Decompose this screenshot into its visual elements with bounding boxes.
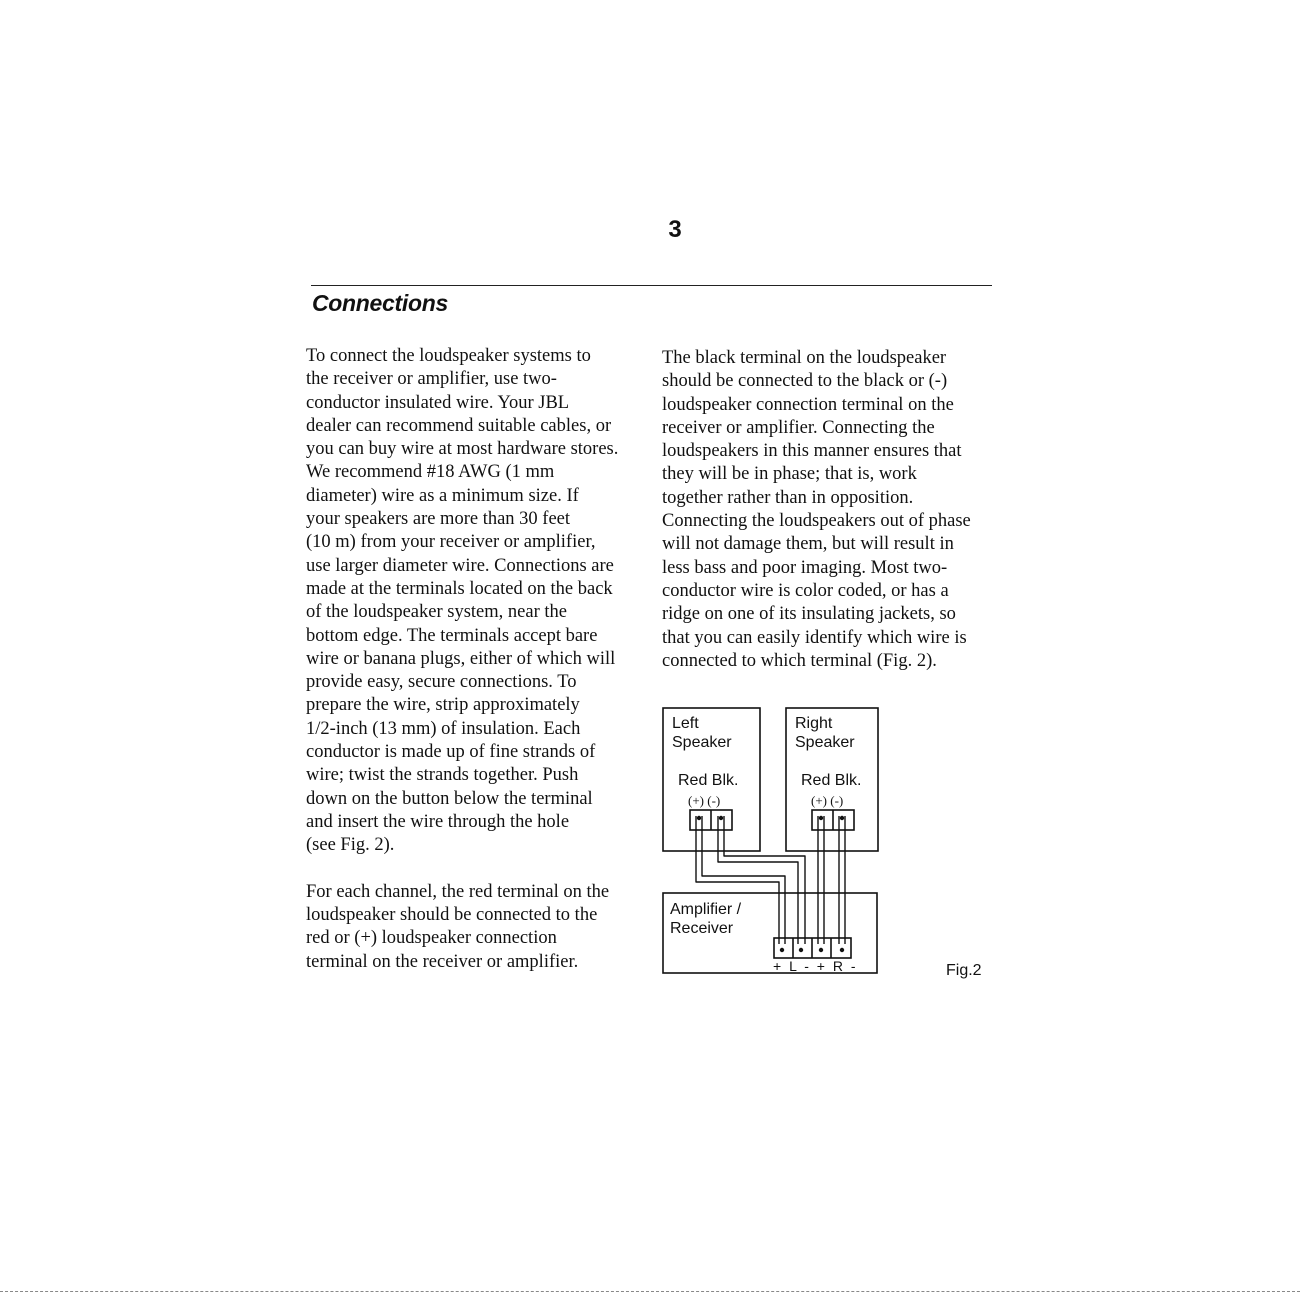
text-line: and insert the wire through the hole [306, 811, 570, 832]
figure-caption: Fig.2 [946, 962, 982, 979]
text-line: use larger diameter wire. Connections are [306, 555, 614, 576]
right-speaker-label [795, 714, 855, 752]
left-text-column [306, 345, 618, 974]
left-speaker-label [672, 714, 732, 752]
text-line: receiver or amplifier. Connecting the [662, 417, 935, 438]
amplifier-terminal-labels: + L - + R - [773, 958, 858, 974]
right-speaker-label-line2: Speaker [795, 734, 855, 751]
text-line: together rather than in opposition. [662, 487, 914, 508]
text-line: wire; twist the strands together. Push [306, 765, 579, 786]
text-line: loudspeaker connection terminal on the [662, 394, 954, 415]
paragraph-red-terminal [306, 881, 618, 974]
text-line: diameter) wire as a minimum size. If [306, 485, 579, 506]
section-divider [311, 285, 992, 286]
right-speaker-polarity: (+) (-) [811, 793, 844, 808]
text-line: conductor insulated wire. Your JBL [306, 392, 570, 413]
paragraph-black-terminal [662, 347, 971, 673]
left-speaker-polarity: (+) (-) [688, 793, 721, 808]
wiring-diagram [655, 700, 895, 985]
text-line: loudspeakers in this manner ensures that [662, 441, 962, 462]
right-speaker-terminal-label: Red Blk. [801, 772, 862, 789]
text-line: Connecting the loudspeakers out of phase [662, 511, 971, 532]
text-line: For each channel, the red terminal on the [306, 881, 610, 902]
text-line: you can buy wire at most hardware stores. [306, 439, 619, 460]
text-line: your speakers are more than 30 feet [306, 509, 571, 530]
text-line: (10 m) from your receiver or amplifier, [306, 532, 596, 553]
text-line: terminal on the receiver or amplifier. [306, 951, 579, 972]
text-line: prepare the wire, strip approximately [306, 695, 580, 716]
left-speaker-label-line2: Speaker [672, 734, 732, 751]
text-line: red or (+) loudspeaker connection [306, 928, 557, 949]
text-line: conductor wire is color coded, or has a [662, 580, 949, 601]
paragraph-wire-instructions [306, 345, 618, 858]
amplifier-label-line2: Receiver [670, 920, 734, 937]
left-speaker-label-line1: Left [672, 715, 699, 732]
right-speaker-label-line1: Right [795, 715, 833, 732]
scan-edge [0, 1291, 1300, 1292]
text-line: 1/2-inch (13 mm) of insulation. Each [306, 718, 581, 739]
section-heading: Connections [312, 290, 448, 316]
text-line: should be connected to the black or (-) [662, 371, 948, 392]
text-line: connected to which terminal (Fig. 2). [662, 650, 937, 671]
text-line: wire or banana plugs, either of which will [306, 648, 616, 669]
text-line: ridge on one of its insulating jackets, so [662, 604, 956, 625]
text-line: made at the terminals located on the back [306, 578, 613, 599]
text-line: To connect the loudspeaker systems to [306, 346, 591, 366]
text-line: provide easy, secure connections. To [306, 672, 577, 693]
text-line: of the loudspeaker system, near the [306, 602, 567, 623]
text-line: dealer can recommend suitable cables, or [306, 415, 612, 436]
text-line: conductor is made up of fine strands of [306, 742, 596, 763]
text-line: We recommend #18 AWG (1 mm [306, 462, 555, 483]
text-line: they will be in phase; that is, work [662, 464, 917, 485]
text-line: less bass and poor imaging. Most two- [662, 557, 948, 578]
text-line: loudspeaker should be connected to the [306, 905, 598, 926]
left-speaker-terminal-label: Red Blk. [678, 772, 739, 789]
text-line: The black terminal on the loudspeaker [662, 348, 947, 368]
text-line: bottom edge. The terminals accept bare [306, 625, 598, 646]
text-line: that you can easily identify which wire is [662, 627, 967, 648]
right-text-column [662, 347, 971, 673]
text-line: down on the button below the terminal [306, 788, 593, 809]
text-line: (see Fig. 2). [306, 835, 395, 856]
text-line: the receiver or amplifier, use two- [306, 369, 557, 390]
amplifier-label [670, 900, 741, 938]
page-number: 3 [668, 216, 682, 243]
text-line: will not damage them, but will result in [662, 534, 954, 555]
amplifier-label-line1: Amplifier / [670, 901, 742, 918]
